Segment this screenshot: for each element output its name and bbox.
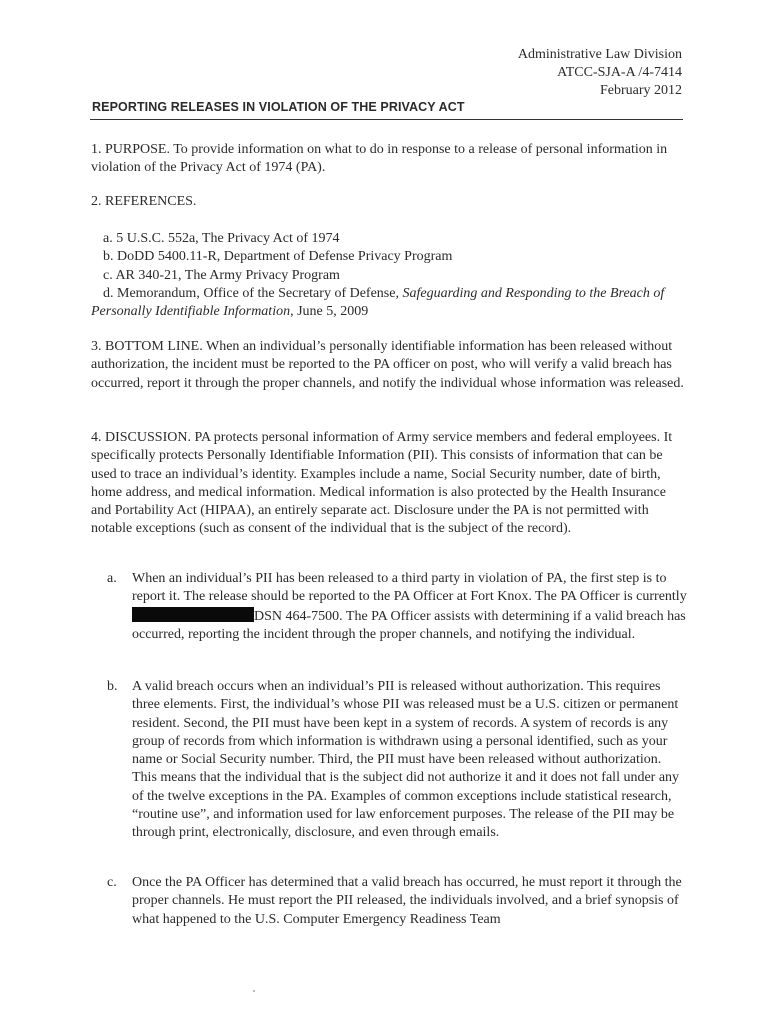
reference-d [91, 285, 687, 322]
item-a-text-end: DSN 464-7500. The PA Officer assists with determining if a valid breach has occurred, reporting the incident through the proper channels, and notifying the individual. [132, 608, 686, 642]
header-division: Administrative Law Division [517, 47, 682, 62]
item-a-body [132, 570, 687, 644]
item-b-body: A valid breach occurs when an individual’s PII is released without authorization. This requires three elements. First, the individual’s whose PII was released must be a U.S. citizen or permanent resident. Second, the PII must have been kept in a system of records. A system of records is any group of records from which information is withdrawn using a personal identified, such as your name or Social Security number. Third, the PII must have been released without authorization. This means that the individual that is the subject did not authorize it and it does not fall under any of the twelve exceptions in the PA. Examples of common exceptions include statistical research, “routine use”, and information used for law enforcement purposes. The release of the PII may be through print, electronically, disclosure, and even through emails. [132, 679, 680, 841]
reference-d-suffix: , June 5, 2009 [290, 304, 369, 320]
item-b [107, 678, 687, 843]
reference-d-title: Safeguarding and Responding to the Breach of Personally Identifiable Information [91, 285, 665, 320]
item-c [107, 874, 687, 929]
redaction-bar [132, 607, 254, 622]
header-code: ATCC-SJA-A /4-7414 [557, 65, 682, 80]
item-c-label: c. [107, 875, 117, 890]
item-b-label: b. [107, 679, 118, 694]
item-a-text-start: When an individual’s PII has been released to a third party in violation of PA, the first step is to report it. The release should be reported to the PA Officer at Fort Knox. The PA Officer is currently [132, 571, 687, 605]
discussion-paragraph: 4. DISCUSSION. PA protects personal information of Army service members and federal employees. It specifically protects Personally Identifiable Information (PII). This consists of information that can be used to trace an individual’s identity. Examples include a name, Social Security number, date of birth, home address, and medical information. Medical information is also protected by the Health Insurance and Portability Act (HIPAA), an entirely separate act. Disclosure under the PA is not permitted with notable exceptions (such as consent of the individual that is the subject of the record). [91, 430, 673, 537]
item-a [107, 570, 687, 644]
scan-speck [253, 990, 255, 992]
references-list [91, 230, 687, 321]
header-block [518, 46, 682, 100]
reference-c: c. AR 340-21, The Army Privacy Program [103, 267, 340, 283]
title-rule [90, 119, 683, 120]
bottom-line-paragraph: 3. BOTTOM LINE. When an individual’s personally identifiable information has been released without authorization, the incident must be reported to the PA officer on post, who will verify a valid breach has occurred, report it through the proper channels, and notify the individual whose information was released. [91, 339, 684, 391]
header-date: February 2012 [599, 83, 682, 98]
reference-d-prefix: d. Memorandum, Office of the Secretary of Defense, [103, 285, 403, 301]
reference-a: a. 5 U.S.C. 552a, The Privacy Act of 1974 [103, 231, 340, 246]
reference-b: b. DoDD 5400.11-R, Department of Defense Privacy Program [103, 249, 453, 265]
references-heading: 2. REFERENCES. [91, 194, 197, 209]
item-c-body: Once the PA Officer has determined that a valid breach has occurred, he must report it through the proper channels. He must report the PII released, the individuals involved, and a brief synopsis of what happened to the U.S. Computer Emergency Readiness Team [132, 875, 682, 927]
item-a-label: a. [107, 571, 117, 586]
purpose-paragraph: 1. PURPOSE. To provide information on what to do in response to a release of personal information in violation of the Privacy Act of 1974 (PA). [91, 142, 668, 176]
document-title: REPORTING RELEASES IN VIOLATION OF THE PRIVACY ACT [92, 100, 465, 114]
